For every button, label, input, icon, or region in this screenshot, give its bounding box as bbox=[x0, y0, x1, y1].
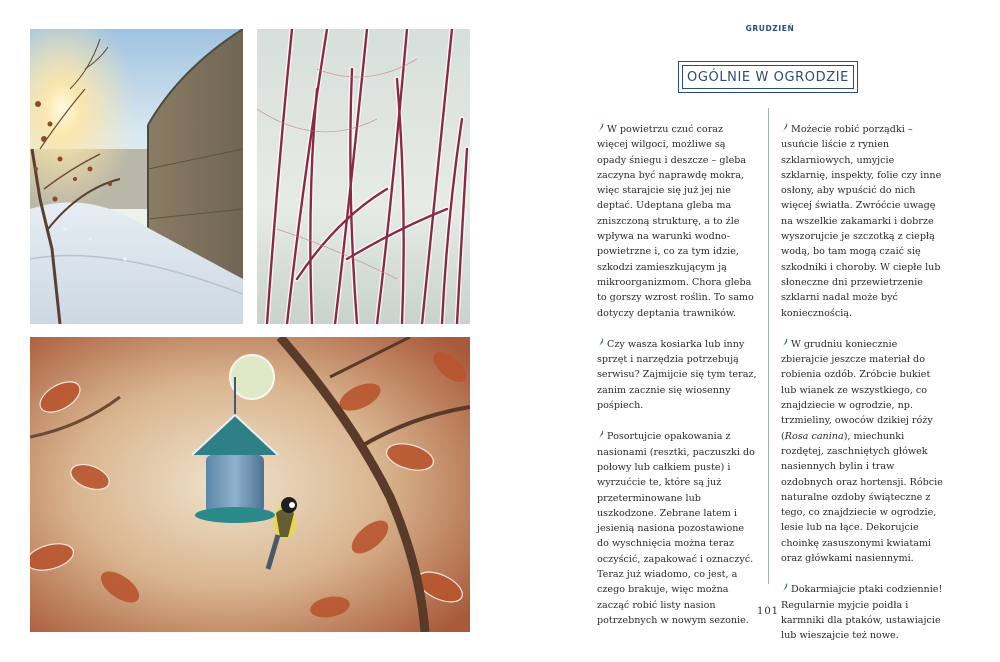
paragraph: Czy wasza kosiarka lub inny sprzęt i narzędzia potrzebują serwisu? Zajmijcie się tym teraz, zanim zacznie się wiosenny pośpiech. bbox=[597, 338, 757, 412]
paragraph: W powietrzu czuć coraz więcej wilgoci, możliwe są opady śniegu i deszcze – gleba zaczyna być naprawdę mokra, więc starajcie się już jej nie deptać. Udeptana gleba ma zniszczoną strukturę, a to źle wpływa na warunki wodno-powietrzne i, co za tym idzie, szkodzi zamieszkującym ją mikroorganizmom. Chora gleba to gorszy wzrost roślin. To samo dotyczy deptania trawników. bbox=[597, 124, 754, 319]
photo-bird-feeder-great-tit bbox=[30, 337, 470, 632]
running-header: GRUDZIEŃ bbox=[745, 24, 795, 33]
photo-frosted-red-stems bbox=[257, 29, 470, 324]
paragraph: Możecie robić porządki – usuńcie liście z rynien szklarniowych, umyjcie szklarnię, inspekty, folie czy inne osłony, aby wpuścić do nich więcej światła. Zwróćcie uwagę na wszelkie zakamarki i dobrze wyszorujcie je szczotką z ciepłą wodą, bo tam mogą czaić się szkodniki i choroby. W ciepłe lub słoneczne dni przewietrzenie szklarni nadal może być koniecznością. bbox=[781, 124, 942, 319]
section-title-box bbox=[678, 61, 858, 93]
feather-icon bbox=[597, 338, 604, 348]
feather-icon bbox=[781, 338, 788, 348]
page-number: 101 bbox=[756, 606, 780, 617]
feather-icon bbox=[597, 430, 604, 440]
feather-icon bbox=[597, 123, 604, 133]
photo-greenhouse-winter-sun bbox=[30, 29, 243, 324]
latin-name: Rosa canina bbox=[784, 430, 844, 442]
text-column-right bbox=[781, 122, 943, 660]
section-title: OGÓLNIE W OGRODZIE bbox=[682, 65, 854, 89]
paragraph: Dokarmiajcie ptaki codziennie! Regularnie myjcie poidła i karmniki dla ptaków, ustawiajcie lub wieszajcie też nowe. bbox=[781, 584, 943, 642]
paragraph: Posortujcie opakowania z nasionami (resztki, paczuszki do połowy lub całkiem puste) i wyrzućcie te, które są już przeterminowane lub uszkodzone. Zebrane latem i jesienią nasiona pozostawione do wyschnięcia można teraz oczyścić, zapakować i oznaczyć. Teraz już wiadomo, co jest, a czego brakuje, więc można zacząć robić listy nasion potrzebnych w nowym sezonie. bbox=[597, 431, 755, 626]
feather-icon bbox=[781, 583, 788, 593]
feather-icon bbox=[781, 123, 788, 133]
paragraph: W grudniu koniecznie zbierajcie jeszcze materiał do robienia ozdób. Zróbcie bukiet lub wianek ze wszystkiego, co znajdziecie w ogrodzie, np. trzmieliny, owoców dzikiej róży (Rosa canina), miechunki rozdętej, zaschniętych główek nasiennych bylin i traw ozdobnych oraz hortensji. Róbcie naturalne ozdoby świąteczne z tego, co znajdziecie w ogrodzie, lesie lub na łące. Dekorujcie choinkę zasuszonymi kwiatami oraz główkami nasiennymi. bbox=[781, 338, 943, 565]
column-divider bbox=[768, 108, 769, 584]
text-column-left bbox=[597, 122, 757, 644]
